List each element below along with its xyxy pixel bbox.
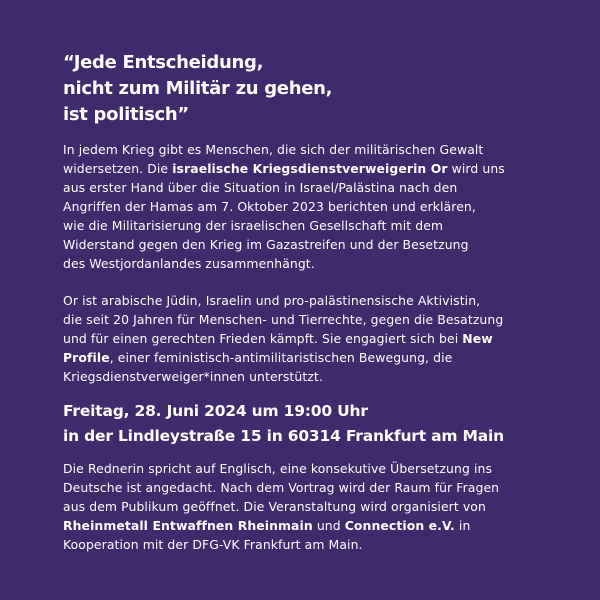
headline-line-3: ist politisch”	[63, 104, 189, 125]
event-details	[63, 399, 563, 449]
text-span: wird uns	[447, 161, 505, 176]
text-span: und	[312, 518, 345, 533]
organizer-connection: Connection e.V.	[344, 518, 455, 533]
text-line: Angriffen der Hamas am 7. Oktober 2023 berichten und erklären,	[63, 199, 476, 214]
speaker-paragraph	[63, 291, 543, 386]
text-line: wie die Militarisierung der israelischen Gesellschaft mit dem	[63, 218, 444, 233]
highlight-new-profile: New	[462, 331, 493, 346]
organizer-rheinmetall: Rheinmetall Entwaffnen Rheinmain	[63, 518, 313, 533]
highlight-or: israelische Kriegsdienstverweigerin Or	[172, 161, 448, 176]
headline-line-2: nicht zum Militär zu gehen,	[63, 78, 333, 99]
text-line	[63, 159, 543, 178]
text-span: , einer feministisch-antimilitaristischen Bewegung, die	[109, 350, 453, 365]
text-span: und für einen gerechten Frieden kämpft. Sie engagiert sich bei	[63, 331, 463, 346]
text-line: Kooperation mit der DFG-VK Frankfurt am Main.	[63, 537, 363, 552]
organizer-paragraph	[63, 459, 543, 554]
headline-quote	[63, 50, 543, 128]
text-line: Or ist arabische Jüdin, Israelin und pro-palästinensische Aktivistin,	[63, 293, 481, 308]
text-line: Deutsche ist angedacht. Nach dem Vortrag wird der Raum für Fragen	[63, 480, 500, 495]
text-line	[63, 329, 543, 348]
text-line: Widerstand gegen den Krieg im Gazastreifen und der Besetzung	[63, 237, 469, 252]
text-line: die seit 20 Jahren für Menschen- und Tierrechte, gegen die Besatzung	[63, 312, 504, 327]
event-date: Freitag, 28. Juni 2024 um 19:00 Uhr	[63, 402, 368, 420]
text-line	[63, 516, 543, 535]
text-span: widersetzen. Die	[63, 161, 173, 176]
intro-paragraph	[63, 140, 543, 273]
event-location: in der Lindleystraße 15 in 60314 Frankfurt am Main	[63, 427, 504, 445]
text-span: in	[454, 518, 471, 533]
text-line: In jedem Krieg gibt es Menschen, die sich der militärischen Gewalt	[63, 142, 484, 157]
text-line	[63, 348, 543, 367]
text-line: aus dem Publikum geöffnet. Die Veranstaltung wird organisiert von	[63, 499, 486, 514]
text-line: Die Rednerin spricht auf Englisch, eine konsekutive Übersetzung ins	[63, 461, 493, 476]
text-line: Kriegsdienstverweiger*innen unterstützt.	[63, 369, 323, 384]
highlight-new-profile-cont: Profile	[63, 350, 110, 365]
text-line: aus erster Hand über die Situation in Israel/Palästina nach den	[63, 180, 458, 195]
headline-line-1: “Jede Entscheidung,	[63, 52, 264, 73]
text-line: des Westjordanlandes zusammenhängt.	[63, 256, 315, 271]
